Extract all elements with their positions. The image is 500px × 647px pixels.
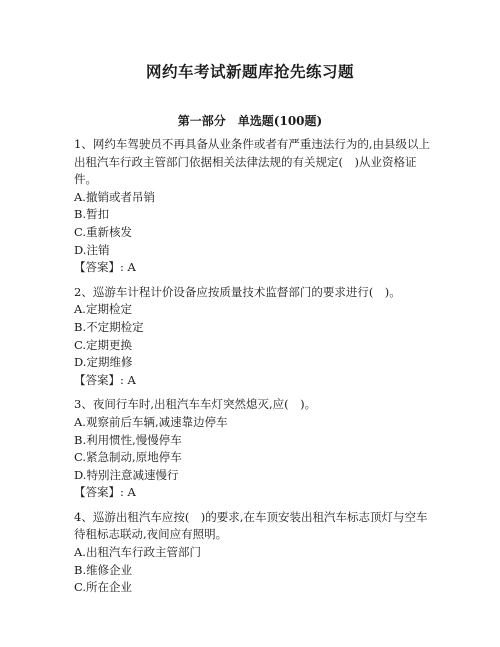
question-option: A.观察前后车辆,减速靠边停车 <box>74 414 228 429</box>
question-option: C.所在企业 <box>74 580 133 595</box>
question-stem: 2、巡游车计程计价设备应按质量技术监督部门的要求进行( )。 <box>74 284 401 299</box>
question-option: D.定期维修 <box>74 355 133 370</box>
question-item <box>74 509 434 597</box>
section-title: 第一部分 单选题(100题) <box>177 114 323 128</box>
question-option: A.出租汽车行政主管部门 <box>74 545 201 560</box>
question-option: B.利用惯性,慢慢停车 <box>74 432 182 447</box>
question-option: C.紧急制动,原地停车 <box>74 450 182 465</box>
question-option: C.重新核发 <box>74 224 133 239</box>
question-option: A.撤销或者吊销 <box>74 189 155 204</box>
question-option: B.暂扣 <box>74 207 110 222</box>
question-stem: 4、巡游出租汽车应按( )的要求,在车顶安装出租汽车标志顶灯与空车待租标志联动,夜间应有照明。 <box>74 509 428 542</box>
question-answer: 【答案】: A <box>74 485 136 500</box>
question-answer: 【答案】: A <box>74 260 136 275</box>
question-stem: 1、网约车驾驶员不再具备从业条件或者有严重违法行为的,由县级以上出租汽车行政主管部门依据相关法律法规的有关规定( )从业资格证件。 <box>74 137 430 187</box>
question-item <box>74 136 434 277</box>
document-title: 网约车考试新题库抢先练习题 <box>145 62 354 81</box>
question-stem: 3、夜间行车时,出租汽车车灯突然熄灭,应( )。 <box>74 397 317 412</box>
question-option: A.定期检定 <box>74 302 132 317</box>
question-item <box>74 396 434 502</box>
question-option: B.维修企业 <box>74 562 133 577</box>
question-option: C.定期更换 <box>74 337 133 352</box>
question-list <box>74 136 434 604</box>
question-answer: 【答案】: A <box>74 372 136 387</box>
question-option: D.特别注意减速慢行 <box>74 467 179 482</box>
question-option: D.注销 <box>74 242 110 257</box>
question-option: B.不定期检定 <box>74 319 144 334</box>
question-item <box>74 284 434 390</box>
